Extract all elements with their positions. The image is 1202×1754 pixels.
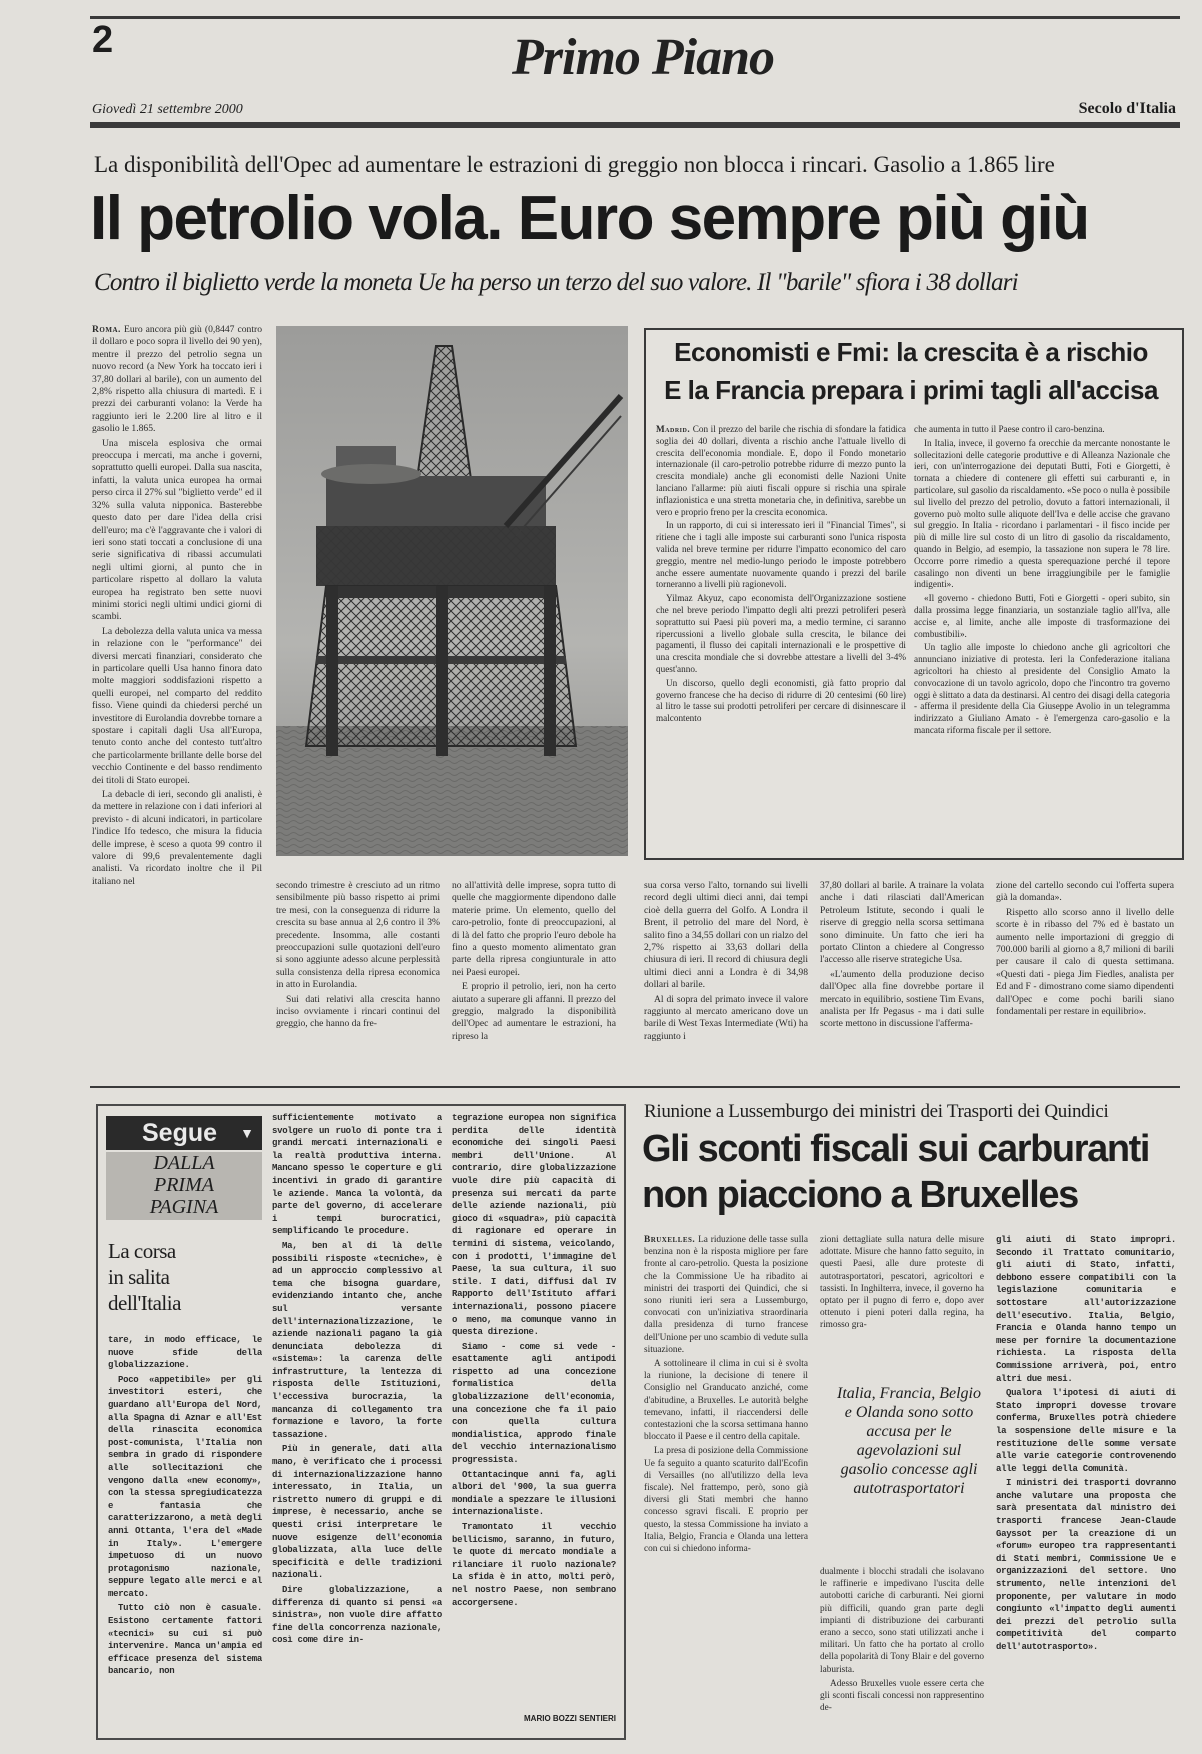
main-dateline: Roma. [92, 324, 121, 335]
newspaper-name: Secolo d'Italia [1078, 100, 1176, 117]
paragraph: Qualora l'ipotesi di aiuti di Stato impropri dovesse trovare conferma, Bruxelles potrà chiedere la sospensione delle misure e la restituzione delle somme versate alle varie categorie controvenendo alle leggi della Comunità. [996, 1388, 1176, 1474]
oil-platform-illustration [276, 326, 628, 856]
eu-kicker: Riunione a Lussemburgo dei ministri dei Trasporti dei Quindici [644, 1101, 1109, 1122]
eu-col-3 [996, 1234, 1176, 1736]
paragraph: Al di sopra del primato invece il valore raggiunto al mercato americano dove un barile di West Texas Intermediate (Wti) ha raggiunto i [644, 993, 808, 1042]
paragraph: sua corsa verso l'alto, tornando sui livelli record degli ultimi dieci anni, dai tempi cioè della guerra del Golfo. A Londra il Brent, il petrolio del mare del Nord, è salito fino a 34,55 dollari con un rialzo del 2,7% rispetto ai 33,63 dollari della chiusura di ieri. Il record di chiusura degli ultimi dieci anni a Londra è di 34,98 dollari al barile. [644, 880, 808, 991]
arrow-down-icon: ▼ [240, 1125, 254, 1141]
main-story-col-5 [820, 880, 984, 1070]
paragraph: che aumenta in tutto il Paese contro il caro-benzina. [914, 424, 1105, 434]
continuation-title [108, 1238, 258, 1316]
paragraph: dualmente i blocchi stradali che isolavano le raffinerie e impedivano l'uscita delle autobotti cariche di carburanti. Nei giorni più difficili, quando gran parte degli impianti di distribuzione dei carburanti erano a secco, sono stati utilizzati anche i militari. Un fatto che ha portato al crollo della popolarità di Tony Blair e del governo laburista. [820, 1567, 984, 1675]
eu-col-2-top [820, 1234, 984, 1376]
continuation-col-2 [272, 1112, 442, 1730]
main-story-col-3 [452, 880, 616, 1070]
main-subheadline: Contro il biglietto verde la moneta Ue ha perso un terzo del suo valore. Il "barile" sfiora i 38 dollari [94, 269, 1018, 296]
section-title: Primo Piano [512, 29, 775, 86]
author-byline: MARIO BOZZI SENTIERI [524, 1714, 616, 1723]
eu-col-1 [644, 1234, 808, 1736]
segue-text: Segue [142, 1119, 218, 1147]
paragraph: Tutto ciò non è casuale. Esistono certamente fattori «tecnici» su cui si può intervenire. Manca un'ampia ed efficace presenza del sistema bancario, non [108, 1603, 262, 1677]
eu-pullquote: Italia, Francia, Belgio e Olanda sono sotto accusa per le agevolazioni sul gasolio concesse agli autotrasportatori [837, 1385, 981, 1497]
paragraph: Ottantacinque anni fa, agli albori del '900, la sua guerra mondiale a spezzare le illusioni internazionaliste. [452, 1469, 616, 1518]
paragraph: Con il prezzo del barile che rischia di sfondare la fatidica soglia dei 40 dollari, diventa a rischio anche l'attuale livello di crescita dell'economia mondiale. E, dopo il Fondo monetario internazionale (il caro-petrolio potrebbe ridurre di mezzo punto la crescita mondiale) anche gli economisti delle Nazioni Unite lanciano l'allarme: più aiuti fiscali oppure si rischia una spirale inflazionistica e una stretta monetaria che, in definitiva, sarebbe un vero e proprio freno per la crescita economica. [656, 424, 906, 517]
paragraph: «L'aumento della produzione deciso dall'Opec alla fine dovrebbe portare il mercato in equilibrio, sostiene Tim Evans, analista per Ifr Pegasus - ma i dati sulle scorte mettono in discussione l'afferma- [820, 968, 984, 1030]
top-rule [90, 16, 1180, 19]
paragraph: La riduzione delle tasse sulla benzina non è la risposta migliore per fare fronte al caro-petrolio. Questa la posizione che la Commissione Ue ha ribadito ai ministri dei trasporti dei Quindici, che si sono riuniti ieri sera a Lussemburgo, convocati con un'iniziativa straordinaria dalla presidenza di turno francese dell'Unione per uno scambio di vedute sulla situazione. [644, 1235, 808, 1355]
paragraph: Una miscela esplosiva che ormai preoccupa i mercati, ma anche i governi, soprattutto quelli europei. Dalla sua nascita, infatti, la valuta unica europea ha ormai perso circa il 27% sul "biglietto verde" ed il 32% sulla valuta nipponica. Basterebbe questo dato per dare l'idea della crisi dell'euro; ma c'è l'aggravante che i valori di ieri sono stati toccati a conclusione di una serie significativa di ribassi accumulati negli ultimi giorni, al punto che in particolare rispetto al dollaro la valuta europea ha registrato ben sette nuovi minimi storici negli ultimi undici giorni di scambi. [92, 437, 262, 623]
eu-headline-1: Gli sconti fiscali sui carburanti [642, 1128, 1150, 1170]
paragraph: no all'attività delle imprese, sopra tutto di quelle che maggiormente dipendono dalle materie prime. Un elemento, quello del caro-petrolio, fonte di preoccupazioni, al di là del fatto che proprio l'euro debole ha fino a questo momento alimentato gran parte della ripresa congiunturale in atto nei Paesi europei. [452, 880, 616, 978]
paragraph: La presa di posizione della Commissione Ue fa seguito a quanto scaturito dall'Ecofin di Versailles (no all'utilizzo della leva fiscale). Nel frattempo, però, sono già diversi gli Stati membri che hanno concesso sgravi fiscali. E proprio per questo, la stessa Commissione ha inviato a Italia, Belgio, Francia e Olanda una lettera con cui si chiedono informa- [644, 1446, 808, 1555]
paragraph: zioni dettagliate sulla natura delle misure adottate. Misure che hanno fatto seguito, in questi Paesi, alle dure proteste di autotrasportatori, pescatori, agricoltori e tassisti. In Inghilterra, invece, il governo ha optato per il pugno di ferro e, dopo aver ottenuto i pieni poteri dalla regina, ha rimosso gra- [820, 1235, 984, 1331]
paragraph: Yilmaz Akyuz, capo economista dell'Organizzazione sostiene che nel breve periodo l'impatto degli alti prezzi petroliferi peserà soprattutto sui Paesi più poveri ma, a medio termine, ci saranno ripercussioni a livello globale sulla crescita, le bilance dei pagamenti, il flusso dei capitali internazionali e le prospettive di una crescita mondiale che si dovrebbe attestare a livelli del 3-4% quest'anno. [656, 593, 906, 674]
paragraph: Poco «appetibile» per gli investitori esteri, che guardano all'Europa del Nord, alla Spagna di Aznar e all'Est della rinascita economica post-comunista, l'Italia non sembra in grado di rispondere alle sollecitazioni che vengono dalla «new economy», con la stessa spregiudicatezza e fantasia che caratterizzarono, a metà degli anni Ottanta, l'era del «Made in Italy». L'emergere impetuoso di un nuovo protagonismo nazionale, seppure legato alle merci e al mercato. [108, 1374, 262, 1599]
paragraph: Sui dati relativi alla crescita hanno inciso ovviamente i rincari continui del greggio, che hanno da fre- [276, 993, 440, 1030]
paragraph: gli aiuti di Stato impropri. Secondo il Trattato comunitario, gli aiuti di Stato, infatti, debbono essere compatibili con la legislazione comunitaria e sottostare all'autorizzazione dell'esecutivo. Italia, Belgio, Francia e Olanda hanno tempo un mese per fornire la documentazione richiesta. La risposta della Commissione arriverà, poi, entro altri due mesi. [996, 1235, 1176, 1384]
paragraph: Tramontato il vecchio bellicismo, saranno, in futuro, le quote di mercato mondiale a rilanciare il ruolo nazionale? La sfida è in atto, molti però, nel nostro Paese, non sembrano accorgersene. [452, 1522, 616, 1608]
paragraph: La debolezza della valuta unica va messa in relazione con le "performance" dei diversi mercati finanziari, considerato che in particolare quelli Usa hanno finora dato molte maggiori soddisfazioni rispetto a quelli europei, nel comparto del reddito fisso. Viene quindi da chiedersi perché un investitore di Eurolandia dovrebbe tornare a spostare i capitali dagli Usa all'Europa, tenuto conto anche del contesto tutt'altro che particolarmente brillante delle borse del vecchio Continente e del basso rendimento dei titoli di Stato europei. [92, 625, 262, 786]
paragraph: Ma, ben al di là delle possibili risposte «tecniche», è ad un approccio complessivo al tema che bisogna guardare, evidenziando intanto che, anche sul versante dell'internazionalizzazione, le aziende nazionali pagano la già denunciata debolezza di «sistema»: la carenza delle infrastrutture, la lentezza di risposta delle Istituzioni, l'eccessiva burocrazia, la mancanza di collegamento tra formazione e lavoro, la forte tassazione. [272, 1240, 442, 1440]
title-line: La corsa [108, 1239, 176, 1263]
main-story-col-1 [92, 324, 262, 1070]
oil-platform-photo [276, 326, 628, 856]
sidebar-dateline: Madrid. [656, 424, 691, 434]
section-divider [90, 1086, 1180, 1088]
paragraph: zione del cartello secondo cui l'offerta supera già la domanda». [996, 880, 1174, 904]
paragraph: Un discorso, quello degli economisti, già fatto proprio dal governo francese che ha deciso di ridurre di 20 centesimi (60 lire) al litro le tasse sui prodotti petroliferi per cercare di disinnescare il malcontento [656, 677, 906, 724]
from-label-line: PRIMA [154, 1174, 214, 1196]
title-line: dell'Italia [108, 1291, 181, 1315]
paragraph: sufficientemente motivato a svolgere un ruolo di ponte tra i grandi mercati internazionali e la realtà produttiva interna. Mancano spesso le coperture e gli incentivi in grado di garantire le aziende. Manca la volontà, da parte del governo, di accelerare i tempi burocratici, semplificando le procedure. [272, 1113, 442, 1237]
eu-col-2-bottom [820, 1566, 984, 1736]
from-front-page-label [106, 1152, 262, 1220]
main-kicker: La disponibilità dell'Opec ad aumentare le estrazioni di greggio non blocca i rincari. Gasolio a 1.865 lire [94, 152, 1055, 177]
paragraph: Siamo - come si vede - esattamente agli antipodi rispetto ad una concezione formalistica della globalizzazione dell'economia, una concezione che fa il paio con quella cultura mondialistica, approdo finale del vecchio internazionalismo progressista. [452, 1341, 616, 1466]
eu-headline-2: non piacciono a Bruxelles [642, 1174, 1078, 1216]
segue-label [106, 1116, 262, 1150]
sidebar-col-1 [656, 424, 906, 844]
paragraph: Adesso Bruxelles vuole essere certa che gli sconti fiscali concessi non rappresentino de- [820, 1678, 984, 1714]
paragraph: Euro ancora più giù (0,8447 contro il dollaro e poco sopra il livello dei 90 yen), mentre il prezzo del petrolio segna un nuovo record (a New York ha toccato ieri i 37,80 dollari al barile), con un aumento del 2,8% rispetto alla chiusura di martedì. E i prezzi dei carburanti volano: la Verde ha raggiunto ieri le 2.200 lire al litro e il gasolio le 1.865. [92, 324, 262, 435]
from-label-line: PAGINA [149, 1196, 219, 1218]
paragraph: E proprio il petrolio, ieri, non ha certo aiutato a superare gli affanni. Il prezzo del greggio, malgrado la disponibilità dell'Opec ad aumentare le estrazioni, ha ripreso la [452, 981, 616, 1042]
sidebar-headline-1: Economisti e Fmi: la crescita è a rischio [674, 337, 1148, 367]
continuation-col-1 [108, 1334, 262, 1730]
paragraph: La debacle di ieri, secondo gli analisti, è da mettere in relazione con i dati inferiori al previsto - di alcuni indicatori, in particolare l'indice Ifo tedesco, che misura la fiducia delle imprese, è sceso a quota 99 contro il valore di 99,6 prevalentemente dagli analisti. Va ricordato inoltre che il Pil italiano nel [92, 789, 262, 887]
paragraph: Rispetto allo scorso anno il livello delle scorte è in ribasso del 7% ed è bastato un aumento nelle importazioni di greggio di 700.000 barili al giorno a 8,7 milioni di barili per causare il calo di questa settimana. «Questi dati - piega Jim Fiedles, analista per Ed and F - dimostrano come siamo dipendenti dall'Opec e come pochi barili siano fondamentali per restare in equilibrio». [996, 906, 1174, 1018]
paragraph: In un rapporto, di cui si interessato ieri il "Financial Times", si ritiene che i tagli alle imposte sui carburanti sono l'unica risposta valida nel breve termine per ridurre l'impatto economico del caro greggio, mentre nel medio-lungo periodo le imposte potrebbero anche essere aumentate nuovamente quando i prezzi del barile torneranno a livelli più ragionevoli. [656, 520, 906, 590]
paragraph: I ministri dei trasporti dovranno anche valutare una proposta che sarà presentata dal ministro dei trasporti francese Jean-Claude Gayssot per la creazione di un «forum» europeo tra rappresentanti di Stati membri, Commissione Ue e organizzazioni del settore. Uno strumento, nelle intenzioni del proponente, per valutare in modo congiunto «l'impatto degli aumenti dei prezzi del petrolio sulla competitività del comparto dell'autotrasporto». [996, 1478, 1176, 1652]
issue-date: Giovedì 21 settembre 2000 [92, 102, 243, 117]
sidebar-col-2 [914, 424, 1170, 844]
page-number: 2 [92, 19, 114, 61]
from-label-line: DALLA [153, 1152, 215, 1174]
paragraph: «Il governo - chiedono Butti, Foti e Giorgetti - operi subito, sin dalla prossima legge finanziaria, un sostanziale taglio all'Iva, alle accise e, al limite, anche alle imposte di trasformazione dei combustibili». [914, 593, 1170, 639]
main-story-col-2 [276, 880, 440, 1070]
paragraph: 37,80 dollari al barile. A trainare la volata anche i dati rilasciati dall'American Petroleum Istitute, secondo i quali le riserve di greggio nella scorsa settimana sono diminuite. Un fatto che ieri ha portato Clinton a chiedere al Congresso l'accesso alle riserve strategiche Usa. [820, 880, 984, 966]
main-headline: Il petrolio vola. Euro sempre più giù [90, 184, 1089, 253]
eu-dateline: Bruxelles. [644, 1235, 696, 1245]
paragraph: secondo trimestre è cresciuto ad un ritmo sensibilmente più basso rispetto ai primi tre mesi, con la conseguenza di ridurre la crescita su base annua al 2,6 contro il 3% precedente. Insomma, alle costanti preoccupazioni sulle quotazioni dell'euro si sono aggiunte adesso alcune perplessità sulla consistenza della ripresa economica in atto in Eurolandia. [276, 880, 440, 991]
header-rule [90, 122, 1180, 128]
paragraph: A sottolineare il clima in cui si è svolta la riunione, la decisione di tenere il Consiglio nel Granducato anziché, come d'abitudine, a Bruxelles. Le autorità belghe temevano, infatti, il riaccendersi delle contestazioni che la scorsa settimana hanno bloccato il Paese e il centro della capitale. [644, 1359, 808, 1443]
paragraph: tegrazione europea non significa perdita delle identità economiche dei singoli Paesi membri dell'Unione. Al contrario, dire globalizzazione vuole dire più capacità di presenza sui mercati da parte delle aziende nazionali, più gioco di «squadra», più capacità di ragionare ed operare in termini di sistema, veicolando, con i prodotti, l'immagine del Paese, la sua cultura, il suo stile. I dati, diffusi dal IV Rapporto dell'Istituto affari internazionali, possono piacere o meno, ma comunque vanno in questa direzione. [452, 1113, 616, 1338]
paragraph: Dire globalizzazione, a differenza di quanto si pensi «a sinistra», non vuole dire affatto fine della concorrenza nazionale, così come dire in- [272, 1584, 442, 1646]
main-story-col-4 [644, 880, 808, 1070]
paragraph: Più in generale, dati alla mano, è verificato che i processi di internazionalizzazione hanno interessato, in Italia, un ristretto numero di gruppi e di imprese, è necessario, anche se questi crisi interpretare le nuove esigenze dell'economia globalizzata, alla luce delle specificità e delle tradizioni nazionali. [272, 1444, 442, 1581]
paragraph: Un taglio alle imposte lo chiedono anche gli agricoltori che annunciano iniziative di protesta. Ieri la Confederazione italiana agricoltori ha chiesto al presidente del Consiglio Amato la convocazione di un tavolo agricolo, dopo che l'incontro tra governo oggi è slittato a data da destinarsi. Al centro dei disagi della categoria - afferma il presidente della Cia Giuseppe Avolio in un telegramma indirizzato a Giuliano Amato - è l'emergenza caro-gasolio e la mancata riforma fiscale per il settore. [914, 642, 1170, 735]
main-story-col-6 [996, 880, 1174, 1070]
title-line: in salita [108, 1265, 170, 1289]
paragraph: tare, in modo efficace, le nuove sfide della globalizzazione. [108, 1335, 262, 1371]
paragraph: In Italia, invece, il governo fa orecchie da mercante nonostante le sollecitazioni delle categorie produttive e di Alleanza Nazionale che ieri, con un'interrogazione dei deputati Butti, Foti e Giorgetti, è tornata a chiedere di contenere gli effetti sui carburanti e, in particolare, sul gasolio da riscaldamento. «Se poco o nulla è possibile sul livello del prezzo del petrolio, dovuto a fattori internazionali, il governo può molto sulle aliquote dell'Iva e delle accise che gravano sul greggio. In Italia - ricordano i parlamentari - il fisco incide per più di mille lire sul costo di un litro di gasolio da riscaldamento, quando in Belgio, ad esempio, la tassazione non supera le 78 lire. Occorre porre rimedio a questa sperequazione perché il tepore casalingo non diventi un bene irraggiungibile per le famiglie indigenti». [914, 437, 1170, 590]
sidebar-headline-2: E la Francia prepara i primi tagli all'accisa [664, 375, 1158, 405]
continuation-col-3 [452, 1112, 616, 1710]
